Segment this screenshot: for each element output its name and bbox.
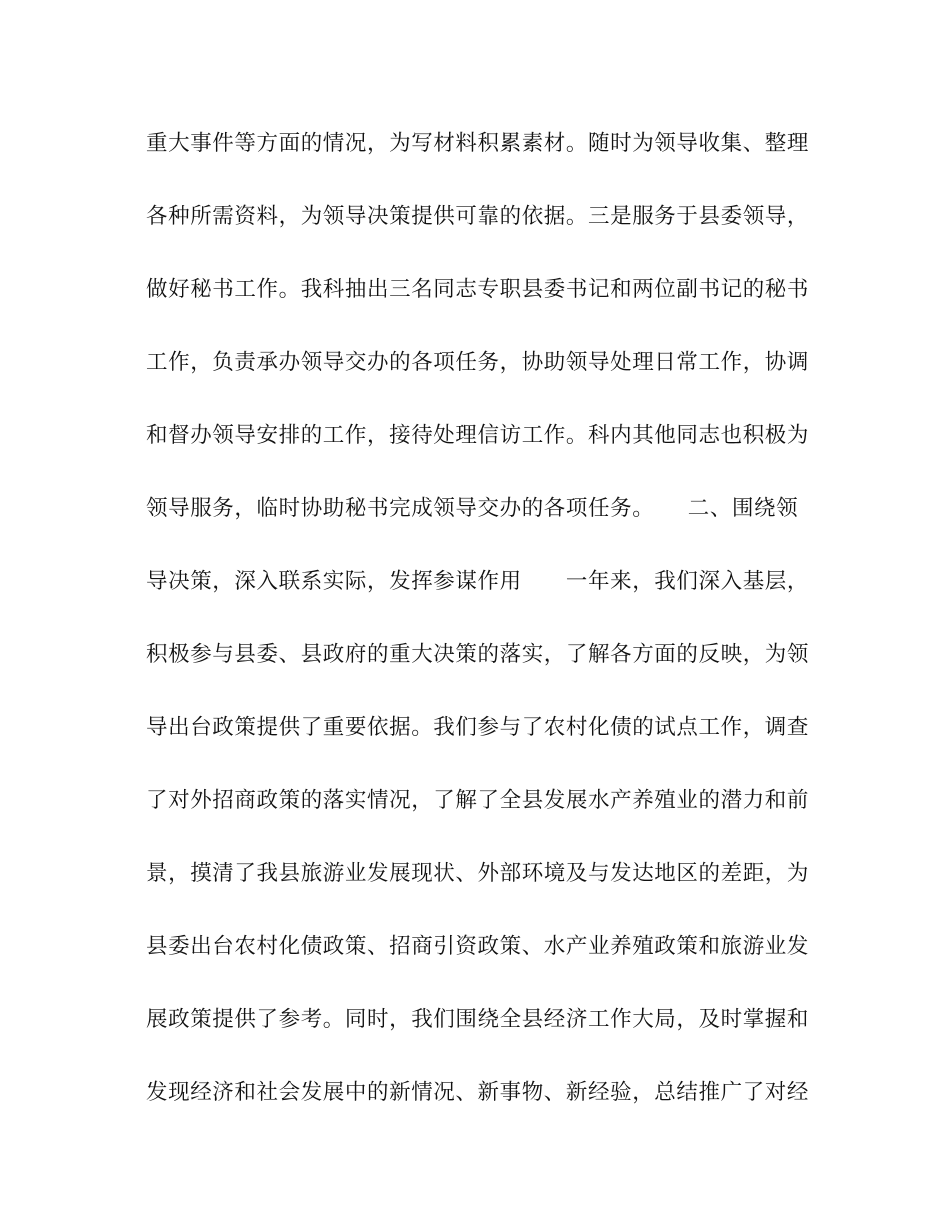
text-line: 县委出台农村化债政策、招商引资政策、水产业养殖政策和旅游业发 [146, 934, 810, 959]
text-line: 工作，负责承办领导交办的各项任务，协助领导处理日常工作，协调 [146, 350, 810, 375]
text-line: 做好秘书工作。我科抽出三名同志专职县委书记和两位副书记的秘书 [146, 277, 810, 302]
text-line: 了对外招商政策的落实情况，了解了全县发展水产养殖业的潜力和前 [146, 788, 810, 813]
document-body [146, 124, 810, 1146]
text-line: 导决策，深入联系实际，发挥参谋作用 一年来，我们深入基层， [146, 569, 810, 594]
text-line: 展政策提供了参考。同时，我们围绕全县经济工作大局，及时掌握和 [146, 1007, 810, 1032]
text-line: 各种所需资料，为领导决策提供可靠的依据。三是服务于县委领导， [146, 204, 810, 229]
text-line: 领导服务，临时协助秘书完成领导交办的各项任务。 二、围绕领 [146, 496, 799, 521]
text-line: 导出台政策提供了重要依据。我们参与了农村化债的试点工作，调查 [146, 715, 810, 740]
text-line: 发现经济和社会发展中的新情况、新事物、新经验，总结推广了对经 [146, 1080, 810, 1105]
text-line: 重大事件等方面的情况，为写材料积累素材。随时为领导收集、整理 [146, 131, 810, 156]
text-line: 和督办领导安排的工作，接待处理信访工作。科内其他同志也积极为 [146, 423, 810, 448]
text-line: 景，摸清了我县旅游业发展现状、外部环境及与发达地区的差距，为 [146, 861, 810, 886]
text-line: 积极参与县委、县政府的重大决策的落实，了解各方面的反映，为领 [146, 642, 810, 667]
